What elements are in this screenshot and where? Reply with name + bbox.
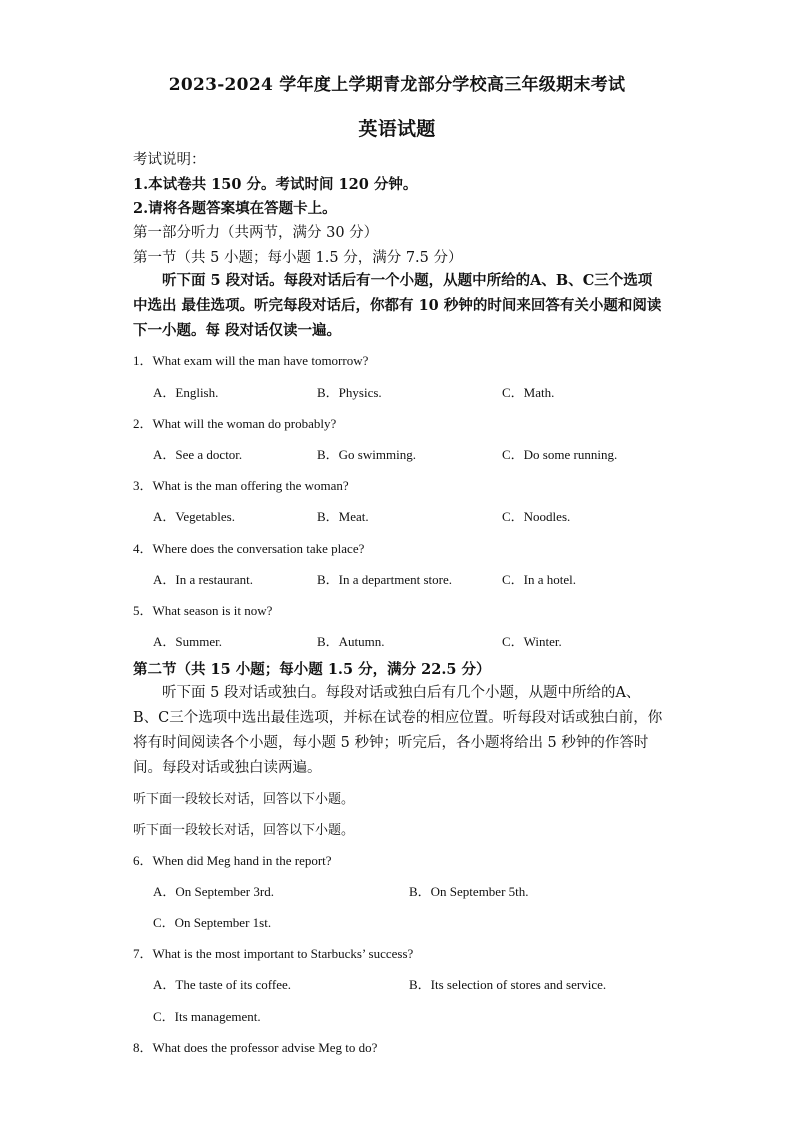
- question-3-option-a[interactable]: A．Vegetables.: [153, 509, 235, 524]
- question-5-option-b[interactable]: B．Autumn.: [317, 634, 385, 649]
- question-5-option-a[interactable]: A．Summer.: [153, 634, 222, 649]
- question-7-option-b[interactable]: B．Its selection of stores and service.: [409, 977, 607, 992]
- question-1-option-b[interactable]: B．Physics.: [317, 385, 382, 400]
- question-2-option-c[interactable]: C．Do some running.: [502, 447, 618, 462]
- instructions-heading: 考试说明：: [133, 152, 206, 168]
- question-4-option-a[interactable]: A．In a restaurant.: [153, 572, 253, 587]
- section2-directions: 听下面 5 段对话或独白。每段对话或独白后有几个小题，从题中所给的A、B、C三个选项中选出最佳选项，并标在试卷的相应位置。听每段对话或独白前，你将有时间阅读各个小题，每小题 5 秒钟；听完后，各小题将给出 5 秒钟的作答时间。每段对话或独白读两遍。: [133, 685, 663, 776]
- question-5-option-c[interactable]: C．Winter.: [502, 634, 562, 649]
- instruction-item-2: 2.请将各题答案填在答题卡上。: [133, 200, 337, 217]
- part1-heading: 第一部分听力（共两节，满分 30 分）: [133, 225, 379, 241]
- question-6-option-b[interactable]: B．On September 5th.: [409, 884, 529, 899]
- question-1-option-c[interactable]: C．Math.: [502, 385, 555, 400]
- question-7-option-a[interactable]: A．The taste of its coffee.: [153, 977, 292, 992]
- section2-heading: 第二节（共 15 小题；每小题 1.5 分，满分 22.5 分）: [133, 661, 491, 678]
- question-6-option-a[interactable]: A．On September 3rd.: [153, 884, 274, 899]
- question-6-option-c[interactable]: C．On September 1st.: [153, 915, 272, 930]
- question-6-stem: 6．When did Meg hand in the report?: [133, 853, 332, 868]
- long-dialogue-intro-1: 听下面一段较长对话，回答以下小题。: [133, 792, 355, 807]
- question-2-stem: 2．What will the woman do probably?: [133, 416, 337, 431]
- instruction-item-1: 1.本试卷共 150 分。考试时间 120 分钟。: [133, 176, 418, 193]
- question-3-option-c[interactable]: C．Noodles.: [502, 509, 571, 524]
- long-dialogue-intro-2: 听下面一段较长对话，回答以下小题。: [133, 823, 355, 838]
- subject-title: 英语试题: [358, 118, 436, 140]
- section1-directions: 听下面 5 段对话。每段对话后有一个小题，从题中所给的A、B、C三个选项中选出 最佳选项。听完每段对话后，你都有 10 秒钟的时间来回答有关小题和阅读下一小题。每 段对话仅读一遍。: [133, 272, 662, 339]
- question-8-stem: 8．What does the professor advise Meg to do?: [133, 1040, 378, 1055]
- question-3-stem: 3．What is the man offering the woman?: [133, 478, 349, 493]
- question-2-option-a[interactable]: A．See a doctor.: [153, 447, 243, 462]
- question-7-stem: 7．What is the most important to Starbucks’ success?: [133, 946, 414, 961]
- question-4-stem: 4．Where does the conversation take place?: [133, 541, 365, 556]
- question-1-option-a[interactable]: A．English.: [153, 385, 219, 400]
- question-5-stem: 5．What season is it now?: [133, 603, 273, 618]
- question-7-option-c[interactable]: C．Its management.: [153, 1009, 261, 1024]
- question-4-option-c[interactable]: C．In a hotel.: [502, 572, 577, 587]
- question-4-option-b[interactable]: B．In a department store.: [317, 572, 453, 587]
- question-1-stem: 1．What exam will the man have tomorrow?: [133, 353, 369, 368]
- section1-heading: 第一节（共 5 小题；每小题 1.5 分，满分 7.5 分）: [133, 250, 463, 266]
- question-3-option-b[interactable]: B．Meat.: [317, 509, 369, 524]
- question-2-option-b[interactable]: B．Go swimming.: [317, 447, 416, 462]
- exam-title: 2023-2024 学年度上学期青龙部分学校高三年级期末考试: [168, 75, 626, 95]
